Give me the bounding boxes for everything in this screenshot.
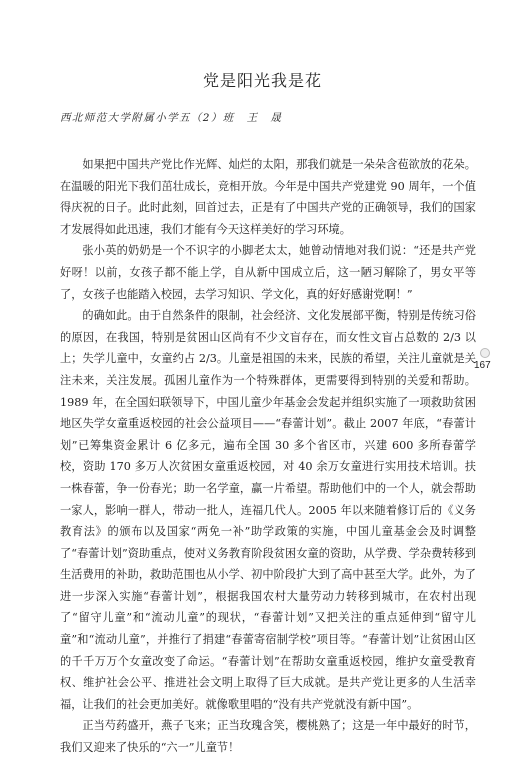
page-marker-icon <box>480 348 490 358</box>
article-title: 党是阳光我是花 <box>202 71 322 90</box>
paragraph: 正当芍药盛开，燕子飞来；正当玫瑰含笑，樱桃熟了；这是一年中最好的时节，我们又迎来了快乐的“六一”儿童节！ <box>60 719 476 755</box>
author-byline: 西北师范大学附属小学五（2）班 王 晟 <box>60 112 283 124</box>
paragraph: 张小英的奶奶是一个不识字的小脚老太太，她曾动情地对我们说：“还是共产党好呀！以前，女孩子都不能上学，自从新中国成立后，这一陋习解除了，男女平等了，女孩子也能踏入校园，去学习知识、学文化，真的好好感谢党啊！” <box>60 244 476 301</box>
article-body <box>60 154 476 759</box>
paragraph: 的确如此。由于自然条件的限制，社会经济、文化发展部平衡，特别是传统习俗的原因，在我国，特别是贫困山区尚有不少文盲存在，而女性文盲占总数的 2/3 以上；失学儿童中，女童约占 2/3。儿童是祖国的未来，民族的希望，关注儿童就是关注未来，关注发展。孤困儿童作为一个特殊群体，更需要得到特别的关爱和帮助。1989 年，在全国妇联领导下，中国儿童少年基金会发起并组织实施了一项救助贫困地区失学女童重返校园的社会公益项目——“春蕾计划”。截止 2007 年底，“春蕾计划”已筹集资金累计 6 亿多元，遍布全国 30 多个省区市，兴建 600 多所春蕾学校，资助 170 多万人次贫困女童重返校园，对 40 余万女童进行实用技术培训。扶一株春蕾，争一份春光；助一名学童，赢一片希望。帮助他们中的一个人，就会帮助一家人，影响一群人，带动一批人，连福几代人。2005 年以来随着修订后的《义务教育法》的颁布以及国家“两免一补”助学政策的实施，中国儿童基金会及时调整了“春蕾计划”资助重点，使对义务教育阶段贫困女童的资助，从学费、学杂费转移到生活费用的补助，救助范围也从小学、初中阶段扩大到了高中甚至大学。此外，为了进一步深入实施“春蕾计划”，根据我国农村大量劳动力转移到城市，在农村出现了“留守儿童”和“流动儿童”的现状，“春蕾计划”又把关注的重点延伸到“留守儿童”和“流动儿童”，并推行了捐建“春蕾寄宿制学校”项目等。“春蕾计划”让贫困山区的千千万万个女童改变了命运。“春蕾计划”在帮助女童重返校园，维护女童受教育权、维护社会公平、推进社会文明上取得了巨大成就。是共产党让更多的人生活幸福，让我们的社会更加美好。就像歌里唱的“没有共产党就没有新中国”。 <box>60 309 476 711</box>
page-number: 167 <box>474 360 491 371</box>
paragraph: 如果把中国共产党比作光辉、灿烂的太阳，那我们就是一朵朵含苞欲放的花朵。在温暖的阳光下我们茁壮成长，竞相开放。今年是中国共产党建党 90 周年，一个值得庆祝的日子。此时此刻，回首过去，正是有了中国共产党的正确领导，我们的国家才发展得如此迅速，我们才能有今天这样美好的学习环境。 <box>60 158 476 236</box>
